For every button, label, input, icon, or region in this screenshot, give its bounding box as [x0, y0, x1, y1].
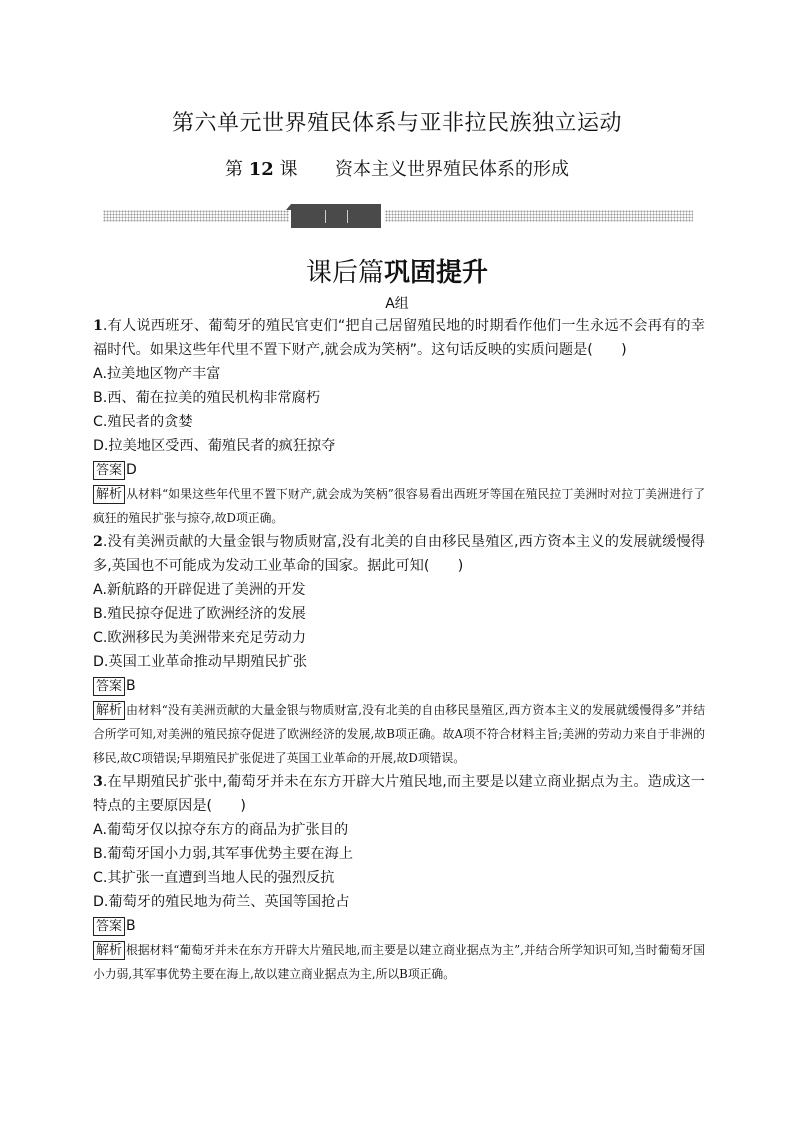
answer-value: B [126, 918, 136, 934]
answer-label: 答案 [93, 917, 125, 936]
lesson-name: 资本主义世界殖民体系的形成 [335, 159, 569, 180]
question-stem: 2.没有美洲贡献的大量金银与物质财富,没有北美的自由移民垦殖区,西方资本主义的发展就缓慢得多,英国也不可能成为发动工业革命的国家。据此可知( ) [93, 534, 705, 574]
option-b: B.葡萄牙国小力弱,其军事优势主要在海上 [93, 846, 353, 862]
question-block [93, 314, 705, 530]
answer-line [93, 458, 705, 482]
answer-line [93, 914, 705, 938]
section-title-bold: 巩固提升 [384, 258, 489, 288]
analysis-text: 解析 由材料“没有美洲贡献的大量金银与物质财富,没有北美的自由移民垦殖区,西方资本主义的发展就缓慢得多”并结合所学可知,对美洲的殖民掠夺促进了欧洲经济的发展,故B项正确。故A项不符合材料主旨;美洲的劳动力来自于非洲的移民,故C项错误;早期殖民扩张促进了英国工业革命的开展,故D项错误。 [93, 703, 705, 765]
question-block [93, 770, 705, 986]
option-c: C.欧洲移民为美洲带来充足劳动力 [93, 630, 307, 646]
dotted-rule-left [103, 210, 289, 222]
answer-line [93, 674, 705, 698]
question-stem: 1.有人说西班牙、葡萄牙的殖民官吏们“把自己居留殖民地的时期看作他们一生永远不会再有的幸福时代。如果这些年代里不置下财产,就会成为笑柄”。这句话反映的实质问题是( ) [93, 318, 705, 358]
section-title-normal: 课后篇 [305, 258, 384, 288]
analysis-text: 解析 根据材料“葡萄牙并未在东方开辟大片殖民地,而主要是以建立商业据点为主”,并结合所学知识可知,当时葡萄牙国小力弱,其军事优势主要在海上,故以建立商业据点为主,所以B项正确。 [93, 943, 705, 981]
answer-value: B [126, 678, 136, 694]
option-a: A.新航路的开辟促进了美洲的开发 [93, 582, 306, 598]
divider-tab [291, 204, 381, 228]
option-a: A.拉美地区物产丰富 [93, 366, 221, 382]
question-stem: 3.在早期殖民扩张中,葡萄牙并未在东方开辟大片殖民地,而主要是以建立商业据点为主。造成这一特点的主要原因是( ) [93, 774, 705, 814]
analysis-label: 解析 [93, 701, 125, 720]
analysis-label: 解析 [93, 941, 125, 960]
analysis-label: 解析 [93, 485, 125, 504]
section-divider [103, 204, 693, 228]
option-d: D.拉美地区受西、葡殖民者的疯狂掠夺 [93, 438, 336, 454]
option-b: B.西、葡在拉美的殖民机构非常腐朽 [93, 390, 321, 406]
lesson-number: 12 [248, 159, 274, 180]
lesson-suffix: 课 [279, 159, 298, 180]
option-d: D.葡萄牙的殖民地为荷兰、英国等国抢占 [93, 894, 350, 910]
option-c: C.其扩张一直遭到当地人民的强烈反抗 [93, 870, 335, 886]
lesson-prefix: 第 [225, 159, 243, 180]
option-c: C.殖民者的贪婪 [93, 414, 193, 430]
analysis-text: 解析 从材料“如果这些年代里不置下财产,就会成为笑柄”很容易看出西班牙等国在殖民拉丁美洲时对拉丁美洲进行了疯狂的殖民扩张与掠夺,故D项正确。 [93, 487, 705, 525]
answer-label: 答案 [93, 461, 125, 480]
question-block [93, 530, 705, 770]
lesson-title [0, 155, 794, 181]
dotted-rule-right [385, 210, 693, 222]
question-list [93, 314, 705, 986]
option-b: B.殖民掠夺促进了欧洲经济的发展 [93, 606, 306, 622]
answer-value: D [126, 462, 137, 478]
option-d: D.英国工业革命推动早期殖民扩张 [93, 654, 308, 670]
section-title [0, 252, 794, 289]
unit-title: 第六单元世界殖民体系与亚非拉民族独立运动 [171, 111, 622, 136]
answer-label: 答案 [93, 677, 125, 696]
group-title: A组 [385, 296, 409, 312]
option-a: A.葡萄牙仅以掠夺东方的商品为扩张目的 [93, 822, 349, 838]
